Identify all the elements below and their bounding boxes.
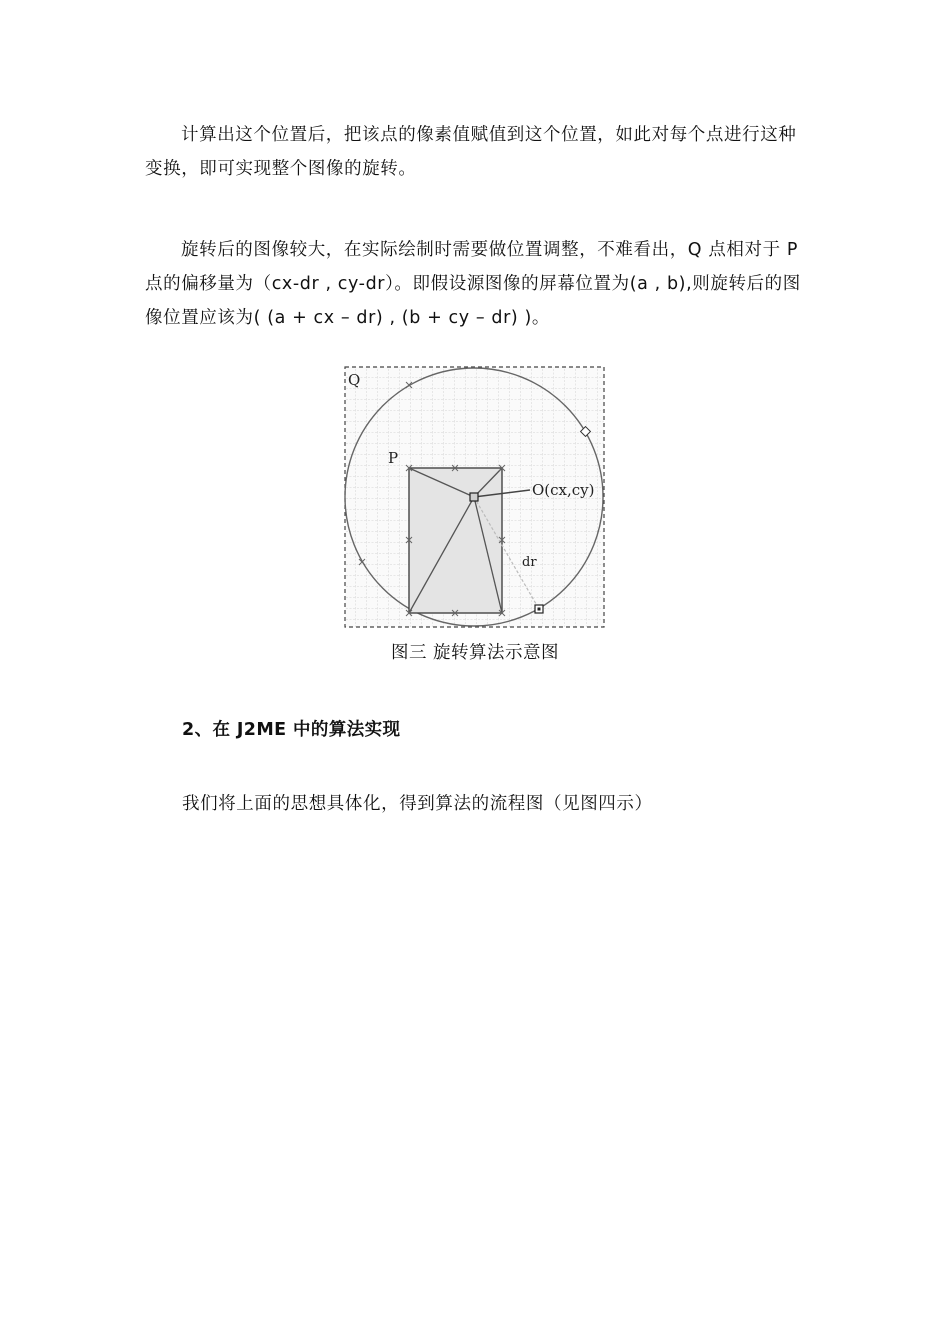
source-image-rect bbox=[409, 468, 502, 613]
paragraph-rotation-transform: 计算出这个位置后，把该点的像素值赋值到这个位置，如此对每个点进行这种变换，即可实现整个图像的旋转。 bbox=[145, 125, 797, 179]
section-heading: 2、在 J2ME 中的算法实现 bbox=[182, 720, 401, 740]
figure-caption: 图三 旋转算法示意图 bbox=[390, 643, 560, 663]
paragraph-position-adjustment: 旋转后的图像较大，在实际绘制时需要做位置调整，不难看出，Q 点相对于 P 点的偏移量为（cx-dr , cy-dr）。即假设源图像的屏幕位置为(a , b),则旋转后的图像位置应该为( (a + cx – dr) , (b + cy – dr) )。 bbox=[145, 240, 801, 328]
label-dr: dr bbox=[522, 555, 537, 570]
center-point-marker bbox=[470, 493, 478, 501]
rotation-diagram bbox=[344, 366, 606, 630]
label-p: P bbox=[388, 449, 399, 467]
paragraph-flowchart-intro: 我们将上面的思想具体化，得到算法的流程图（见图四示） bbox=[182, 794, 653, 814]
label-q: Q bbox=[348, 371, 361, 389]
label-o: O(cx,cy) bbox=[532, 481, 595, 499]
